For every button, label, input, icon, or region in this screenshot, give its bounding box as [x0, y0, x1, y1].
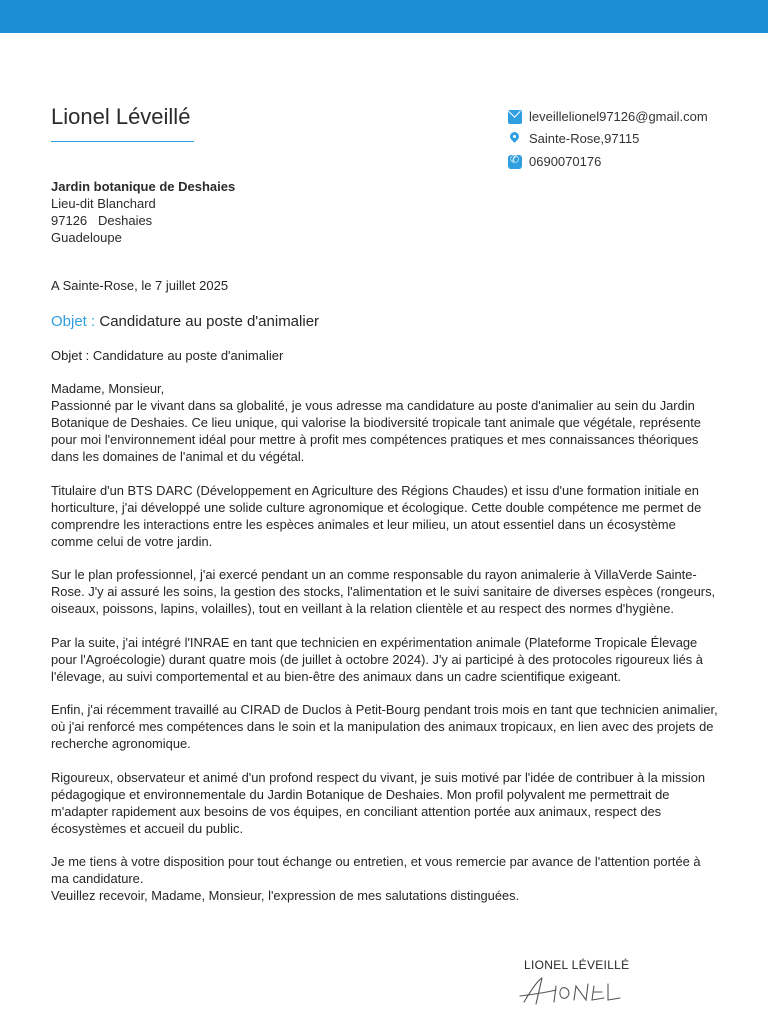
paragraph-7: Je me tiens à votre disposition pour tout échange ou entretien, et vous remercie par avance de l'attention portée à ma candidature. — [51, 854, 701, 886]
object-line: Objet : Candidature au poste d'animalier — [51, 348, 284, 363]
sender-name: Lionel Léveillé — [51, 104, 191, 129]
name-underline — [51, 141, 194, 142]
paragraph-6: Rigoureux, observateur et animé d'un profond respect du vivant, je suis motivé par l'idée de contribuer à la mission pédagogique et environnementale du Jardin Botanique de Deshaies. Mon profil polyvalent me permettrait de m'adapter rapidement aux besoins de vos équipes, en conciliant attention portée aux animaux, respect des écosystèmes et accueil du public. — [51, 769, 706, 836]
signer-name: LIONEL LÉVEILLÉ — [524, 958, 630, 972]
object-heading — [51, 313, 319, 330]
recipient-address — [51, 178, 235, 246]
recipient-region: Guadeloupe — [51, 230, 122, 245]
envelope-icon — [508, 110, 522, 124]
paragraph-3: Sur le plan professionnel, j'ai exercé pendant un an comme responsable du rayon animalerie à VillaVerde Sainte-Rose. J'y ai assuré les soins, la gestion des stocks, l'alimentation et le suivi sanitaire de diverses espèces (rongeurs, oiseaux, poissons, lapins, volailles), tout en veillant à la relation clientèle et au respect des normes d'hygiène. — [51, 567, 716, 616]
paragraph-1: Passionné par le vivant dans sa globalité, je vous adresse ma candidature au poste d'animalier au sein du Jardin Botanique de Deshaies. Ce lieu unique, qui valorise la biodiversité tropicale tant animale que végétale, représente pour moi l'environnement idéal pour mettre à profit mes compétences pratiques et mes connaissances théoriques dans les domaines de l'animal et du végétal. — [51, 398, 701, 464]
paragraph-5: Enfin, j'ai récemment travaillé au CIRAD de Duclos à Petit-Bourg pendant trois mois en tant que technicien animalier, où j'ai renforcé mes compétences dans le soin et la manipulation des animaux tropicaux, en lien avec des projets de recherche agronomique. — [51, 702, 718, 751]
contact-email — [508, 108, 708, 124]
recipient-org: Jardin botanique de Deshaies — [51, 179, 236, 194]
object-label: Objet : — [51, 313, 96, 330]
paragraph-2: Titulaire d'un BTS DARC (Développement en Agriculture des Régions Chaudes) et issu d'une formation initiale en horticulture, j'ai développé une solide culture agronomique et écologique. Cette double compétence me permet de comprendre les interactions entre les espèces animales et leur milieu, un atout essentiel dans un écosystème comme celui de votre jardin. — [51, 482, 702, 549]
closing-line: Veuillez recevoir, Madame, Monsieur, l'expression de mes salutations distinguées. — [51, 888, 520, 903]
object-title-text: Candidature au poste d'animalier — [99, 313, 320, 330]
location-text: Sainte-Rose,97115 — [529, 131, 640, 146]
paragraph-4: Par la suite, j'ai intégré l'INRAE en tant que technicien en expérimentation animale (Plateforme Tropicale Élevage pour l'Agroécologie) durant quatre mois (de juillet à octobre 2024). J'y ai participé à des protocoles rigoureux liés à l'élevage, au suivi comportemental et au bien-être des animaux dans un cadre scientifique exigeant. — [51, 634, 703, 684]
handwritten-signature — [516, 972, 626, 1012]
location-pin-icon — [508, 132, 522, 146]
header-color-band — [0, 0, 768, 33]
contact-location — [508, 131, 639, 146]
phone-icon — [508, 155, 522, 169]
salutation: Madame, Monsieur, — [51, 381, 165, 396]
letter-body — [51, 380, 721, 904]
recipient-address-line-2: 97126 Deshaies — [51, 213, 153, 228]
phone-text: 0690070176 — [529, 154, 602, 169]
contact-phone — [508, 154, 601, 169]
letter-date: A Sainte-Rose, le 7 juillet 2025 — [51, 278, 229, 293]
email-text: leveillelionel97126@gmail.com — [529, 108, 708, 124]
recipient-address-line-1: Lieu-dit Blanchard — [51, 196, 156, 211]
